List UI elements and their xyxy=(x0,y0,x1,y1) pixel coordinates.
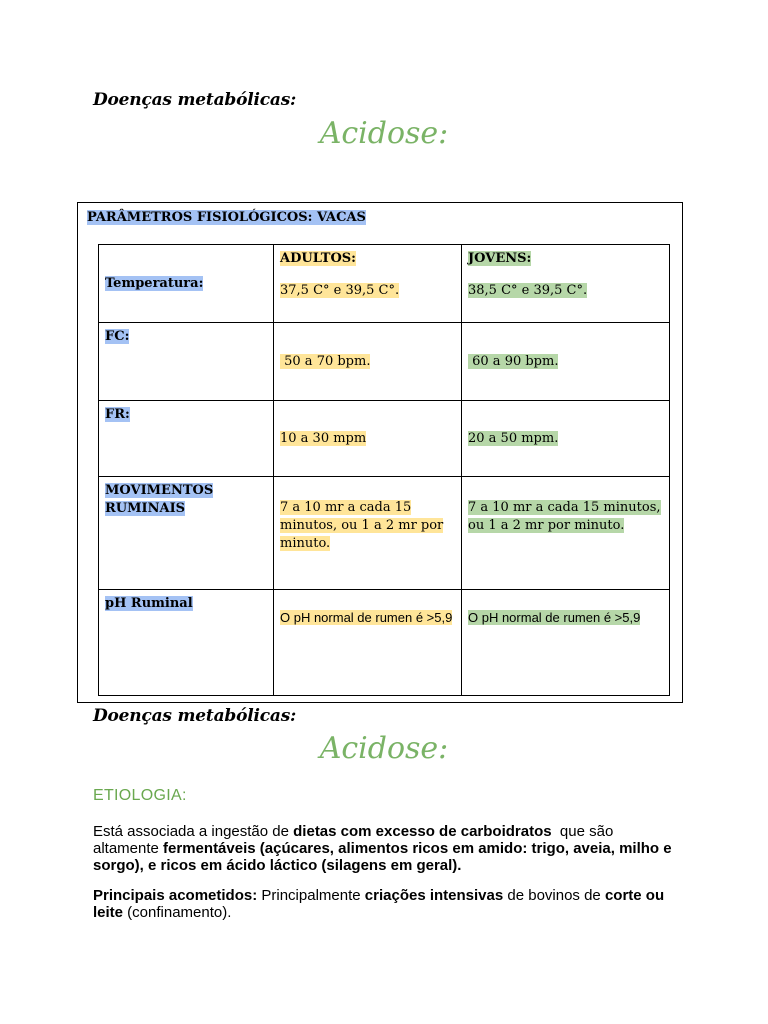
young-cell: JOVENS: 38,5 C° e 39,5 C°. xyxy=(462,245,670,323)
young-header: JOVENS: xyxy=(468,251,532,266)
young-cell: O pH normal de rumen é >5,9 xyxy=(462,590,670,696)
table-row xyxy=(99,401,670,477)
adult-cell: O pH normal de rumen é >5,9 xyxy=(274,590,462,696)
young-cell: 60 a 90 bpm. xyxy=(462,323,670,401)
params-table xyxy=(98,244,670,696)
section-subtitle: Doenças metabólicas: xyxy=(93,90,297,110)
adults-header: ADULTOS: xyxy=(280,251,356,266)
row-label: FC: xyxy=(99,323,274,401)
row-label: FR: xyxy=(99,401,274,477)
page-title: Acidose: xyxy=(319,116,449,151)
params-heading: PARÂMETROS FISIOLÓGICOS: VACAS xyxy=(87,210,366,225)
row-label: pH Ruminal xyxy=(99,590,274,696)
young-cell: 20 a 50 mpm. xyxy=(462,401,670,477)
table-row xyxy=(99,245,670,323)
etiologia-paragraph: Está associada a ingestão de dietas com excesso de carboidratos que são altamente fermentáveis (açúcares, alimentos ricos em amido: trigo, aveia, milho e sorgo), e ricos em ácido láctico (silagens em geral). xyxy=(93,823,672,874)
page-title: Acidose: xyxy=(319,731,449,766)
acometidos-paragraph: Principais acometidos: Principalmente criações intensivas de bovinos de corte ou leite (confinamento). xyxy=(93,887,665,921)
row-label: Temperatura: xyxy=(99,245,274,323)
table-row xyxy=(99,477,670,590)
table-row xyxy=(99,323,670,401)
row-label: MOVIMENTOS RUMINAIS xyxy=(99,477,274,590)
adult-cell: ADULTOS: 37,5 C° e 39,5 C°. xyxy=(274,245,462,323)
section-subtitle: Doenças metabólicas: xyxy=(93,706,297,726)
adult-cell: 10 a 30 mpm xyxy=(274,401,462,477)
adult-cell: 7 a 10 mr a cada 15 minutos, ou 1 a 2 mr por minuto. xyxy=(274,477,462,590)
young-cell: 7 a 10 mr a cada 15 minutos, ou 1 a 2 mr por minuto. xyxy=(462,477,670,590)
adult-cell: 50 a 70 bpm. xyxy=(274,323,462,401)
table-row xyxy=(99,590,670,696)
etiologia-heading: ETIOLOGIA: xyxy=(93,787,187,804)
